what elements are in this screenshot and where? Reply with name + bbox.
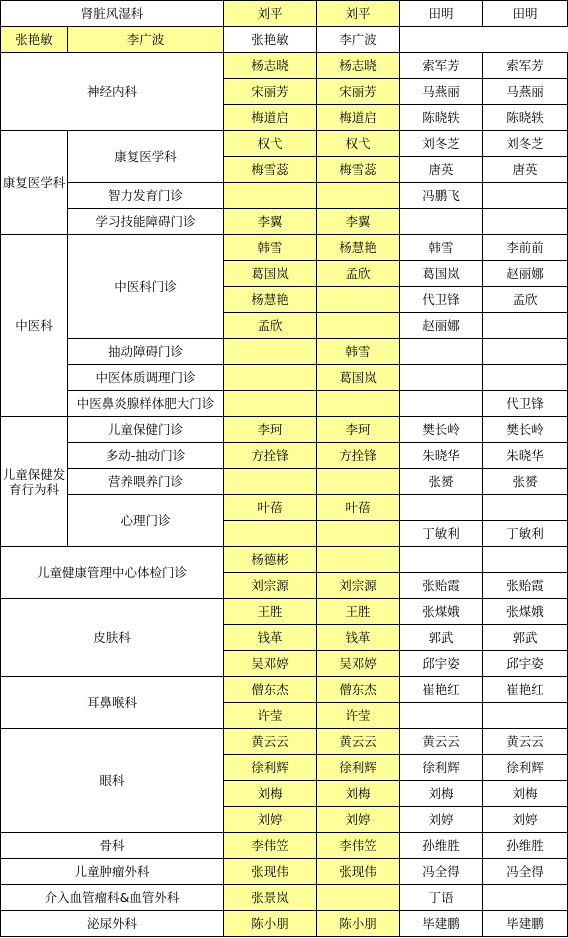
table-cell: 丁敏利: [400, 521, 483, 547]
table-cell: 智力发育门诊: [68, 183, 224, 209]
table-cell: 刘婷: [400, 807, 483, 833]
table-row: [1, 495, 568, 521]
table-cell: 刘平: [317, 1, 400, 27]
table-cell: [317, 521, 400, 547]
table-cell: 杨慧艳: [224, 287, 317, 313]
table-cell: 眼科: [1, 729, 224, 833]
table-cell: 唐英: [483, 157, 568, 183]
table-cell: 儿童健康管理中心体检门诊: [1, 547, 224, 599]
table-row: [1, 599, 568, 625]
table-cell: 叶蓓: [317, 495, 400, 521]
table-cell: 钱革: [317, 625, 400, 651]
table-cell: 刘梅: [224, 781, 317, 807]
table-cell: 许莹: [224, 703, 317, 729]
table-cell: 郭武: [400, 625, 483, 651]
table-cell: 多动-抽动门诊: [68, 443, 224, 469]
table-cell: 冯全得: [483, 859, 568, 885]
table-cell: 耳鼻喉科: [1, 677, 224, 729]
table-cell: [483, 547, 568, 573]
table-cell: 梅雪蕊: [224, 157, 317, 183]
table-cell: 方拴锋: [224, 443, 317, 469]
table-cell: [400, 495, 483, 521]
table-cell: 马燕丽: [483, 79, 568, 105]
table-cell: 毕建鹏: [483, 911, 568, 937]
table-cell: 刘宗源: [224, 573, 317, 599]
table-cell: 朱晓华: [483, 443, 568, 469]
table-cell: 刘冬芝: [400, 131, 483, 157]
table-cell: 李翼: [317, 209, 400, 235]
table-row: [1, 911, 568, 937]
table-cell: 陈晓轶: [483, 105, 568, 131]
table-row: [1, 469, 568, 495]
table-row: [1, 209, 568, 235]
table-cell: 崔艳红: [483, 677, 568, 703]
table-cell: [224, 469, 317, 495]
table-cell: 杨志晓: [317, 53, 400, 79]
table-cell: 丁语: [400, 885, 483, 911]
table-cell: 张贻霞: [483, 573, 568, 599]
table-row: [1, 391, 568, 417]
table-cell: [317, 287, 400, 313]
table-cell: 邱宇姿: [483, 651, 568, 677]
table-row: [1, 365, 568, 391]
table-row: [1, 443, 568, 469]
table-cell: [224, 339, 317, 365]
table-cell: 张贻霞: [400, 573, 483, 599]
table-cell: 中医体质调理门诊: [68, 365, 224, 391]
table-cell: 刘梅: [317, 781, 400, 807]
table-cell: 营养喂养门诊: [68, 469, 224, 495]
table-cell: 郭武: [483, 625, 568, 651]
table-cell: [483, 339, 568, 365]
table-cell: 中医科: [1, 235, 68, 417]
table-cell: 田明: [483, 1, 568, 27]
table-cell: 张现伟: [224, 859, 317, 885]
table-cell: 梅雪蕊: [317, 157, 400, 183]
table-cell: 陈晓轶: [400, 105, 483, 131]
table-cell: [400, 339, 483, 365]
table-cell: 葛国岚: [317, 365, 400, 391]
table-row: [1, 339, 568, 365]
table-cell: 葛国岚: [224, 261, 317, 287]
table-cell: 王胜: [224, 599, 317, 625]
table-cell: 权弋: [224, 131, 317, 157]
table-cell: 泌尿外科: [1, 911, 224, 937]
table-cell: 张现伟: [317, 859, 400, 885]
table-cell: 韩雪: [224, 235, 317, 261]
table-cell: 康复医学科: [68, 131, 224, 183]
table-cell: 梅道启: [317, 105, 400, 131]
table-cell: 葛国岚: [400, 261, 483, 287]
table-row: [1, 131, 568, 157]
table-cell: 黄云云: [400, 729, 483, 755]
table-cell: 梅道启: [224, 105, 317, 131]
table-cell: [400, 365, 483, 391]
table-cell: [224, 365, 317, 391]
table-cell: 僧东杰: [224, 677, 317, 703]
table-cell: 樊长岭: [483, 417, 568, 443]
table-cell: 孟欣: [483, 287, 568, 313]
table-cell: 代卫锋: [483, 391, 568, 417]
table-cell: [400, 703, 483, 729]
table-cell: 孟欣: [317, 261, 400, 287]
table-cell: 叶蓓: [224, 495, 317, 521]
table-cell: 韩雪: [400, 235, 483, 261]
table-cell: [400, 391, 483, 417]
table-cell: 李翼: [224, 209, 317, 235]
table-cell: 邱宇姿: [400, 651, 483, 677]
table-cell: 徐利辉: [224, 755, 317, 781]
table-cell: 崔艳红: [400, 677, 483, 703]
table-cell: 钱革: [224, 625, 317, 651]
table-cell: 僧东杰: [317, 677, 400, 703]
table-cell: 中医鼻炎腺样体肥大门诊: [68, 391, 224, 417]
table-cell: 孙维胜: [483, 833, 568, 859]
table-cell: 张煤娥: [483, 599, 568, 625]
table-cell: 刘婷: [224, 807, 317, 833]
table-cell: [483, 209, 568, 235]
table-cell: 赵丽娜: [483, 261, 568, 287]
table-row: [1, 235, 568, 261]
table-cell: 樊长岭: [400, 417, 483, 443]
table-cell: [483, 365, 568, 391]
table-cell: [224, 521, 317, 547]
table-row: [1, 833, 568, 859]
table-cell: 骨科: [1, 833, 224, 859]
table-cell: 刘平: [224, 1, 317, 27]
table-cell: 皮肤科: [1, 599, 224, 677]
table-cell: [317, 469, 400, 495]
table-cell: [317, 547, 400, 573]
table-cell: 索军芳: [483, 53, 568, 79]
table-cell: [317, 391, 400, 417]
table-row: [1, 547, 568, 573]
table-cell: 孙维胜: [400, 833, 483, 859]
table-cell: 方拴锋: [317, 443, 400, 469]
table-cell: 宋丽芳: [317, 79, 400, 105]
table-cell: 黄云云: [317, 729, 400, 755]
table-row: [1, 1, 568, 27]
table-cell: 张赟: [483, 469, 568, 495]
table-row: [1, 885, 568, 911]
table-cell: 介入血管瘤科&血管外科: [1, 885, 224, 911]
table-cell: 丁敏利: [483, 521, 568, 547]
table-cell: 杨德彬: [224, 547, 317, 573]
table-cell: 田明: [400, 1, 483, 27]
table-cell: 马燕丽: [400, 79, 483, 105]
table-cell: 康复医学科: [1, 131, 68, 235]
table-cell: 黄云云: [224, 729, 317, 755]
table-cell: 刘宗源: [317, 573, 400, 599]
table-cell: 杨慧艳: [317, 235, 400, 261]
table-cell: 张艳敏: [224, 27, 317, 53]
table-cell: 唐英: [400, 157, 483, 183]
table-cell: 张赟: [400, 469, 483, 495]
table-row: [1, 27, 568, 53]
table-cell: 赵丽娜: [400, 313, 483, 339]
table-cell: [483, 313, 568, 339]
table-cell: [317, 885, 400, 911]
table-row: [1, 677, 568, 703]
table-cell: [224, 391, 317, 417]
table-cell: 李珂: [317, 417, 400, 443]
table-row: [1, 729, 568, 755]
table-cell: 刘梅: [483, 781, 568, 807]
table-cell: 宋丽芳: [224, 79, 317, 105]
table-cell: 毕建鹏: [400, 911, 483, 937]
table-cell: 抽动障碍门诊: [68, 339, 224, 365]
table-cell: [317, 183, 400, 209]
table-cell: 李珂: [224, 417, 317, 443]
table-cell: 学习技能障碍门诊: [68, 209, 224, 235]
table-cell: 张景岚: [224, 885, 317, 911]
table-cell: 李广波: [68, 27, 224, 53]
schedule-body: [1, 1, 568, 937]
table-cell: 徐利辉: [483, 755, 568, 781]
table-cell: [224, 183, 317, 209]
table-cell: 徐利辉: [317, 755, 400, 781]
table-cell: 韩雪: [317, 339, 400, 365]
table-cell: 李前前: [483, 235, 568, 261]
table-cell: 神经内科: [1, 53, 224, 131]
table-cell: 陈小朋: [317, 911, 400, 937]
table-cell: [400, 209, 483, 235]
table-cell: 陈小朋: [224, 911, 317, 937]
table-cell: [400, 547, 483, 573]
table-cell: 孟欣: [224, 313, 317, 339]
table-cell: 朱晓华: [400, 443, 483, 469]
table-cell: 中医科门诊: [68, 235, 224, 339]
table-cell: 刘婷: [317, 807, 400, 833]
table-cell: 儿童保健门诊: [68, 417, 224, 443]
table-cell: 吴邓婷: [317, 651, 400, 677]
table-cell: 心理门诊: [68, 495, 224, 547]
table-cell: 王胜: [317, 599, 400, 625]
table-cell: [317, 313, 400, 339]
table-cell: [483, 495, 568, 521]
table-cell: 张煤娥: [400, 599, 483, 625]
table-cell: 黄云云: [483, 729, 568, 755]
table-cell: 杨志晓: [224, 53, 317, 79]
table-cell: 李广波: [317, 27, 400, 53]
table-cell: 肾脏风湿科: [1, 1, 224, 27]
table-cell: 儿童肿瘤外科: [1, 859, 224, 885]
table-row: [1, 859, 568, 885]
table-cell: 李伟笠: [317, 833, 400, 859]
table-cell: 代卫锋: [400, 287, 483, 313]
table-cell: 李伟笠: [224, 833, 317, 859]
table-cell: 索军芳: [400, 53, 483, 79]
table-cell: 冯鹏飞: [400, 183, 483, 209]
table-cell: 权弋: [317, 131, 400, 157]
table-cell: 刘梅: [400, 781, 483, 807]
table-cell: 儿童保健发育行为科: [1, 417, 68, 547]
table-row: [1, 183, 568, 209]
table-cell: [483, 885, 568, 911]
table-row: [1, 417, 568, 443]
table-cell: [483, 703, 568, 729]
table-cell: 刘婷: [483, 807, 568, 833]
table-cell: 吴邓婷: [224, 651, 317, 677]
table-cell: 许莹: [317, 703, 400, 729]
table-cell: [483, 183, 568, 209]
table-cell: 冯全得: [400, 859, 483, 885]
table-row: [1, 53, 568, 79]
table-cell: 刘冬芝: [483, 131, 568, 157]
table-cell: 张艳敏: [1, 27, 68, 53]
table-cell: 徐利辉: [400, 755, 483, 781]
